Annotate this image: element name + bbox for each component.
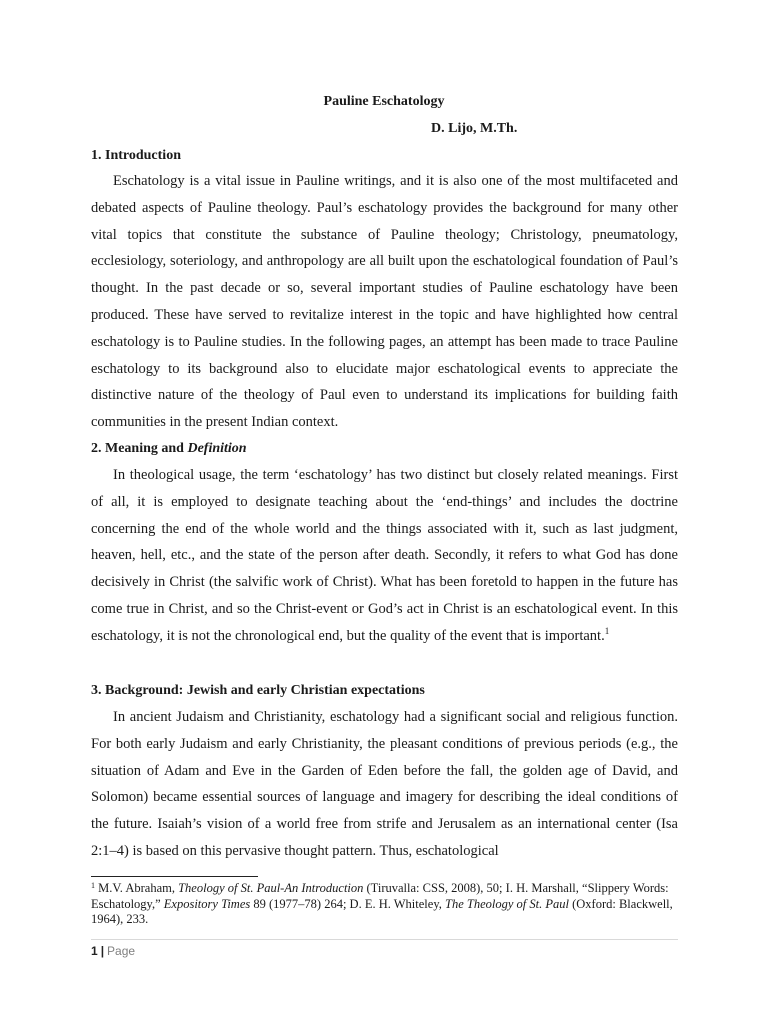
footnote-number: 1 <box>91 881 95 890</box>
meaning-paragraph <box>91 462 678 650</box>
footnote-reference[interactable]: 1 <box>604 625 610 636</box>
meaning-paragraph-text: In theological usage, the term ‘eschatology’ has two distinct but closely related meanings. First of all, it is employed to designate teaching about the ‘end-things’ and includes the doctrine concerning the end of the whole world and the things associated with it, such as last judgment, heaven, hell, etc., and the state of the person after death. Secondly, it refers to what God has done decisively in Christ (the salvific work of Christ). What has been foretold to happen in the future has come true in Christ, and so the Christ-event or God’s act in Christ is an eschatological event. In this eschatology, it is not the chronological end, but the quality of the event that is important. <box>91 467 678 644</box>
footnote-book-title: The Theology of St. Paul <box>445 896 569 911</box>
section-heading-background: 3. Background: Jewish and early Christian expectations <box>91 683 425 698</box>
footer-separator: | <box>100 944 105 958</box>
footnote-text: M.V. Abraham, <box>95 881 179 895</box>
page-label: Page <box>107 944 136 958</box>
heading-italic-text: Definition <box>187 441 247 456</box>
page-number: 1 <box>91 944 98 958</box>
footnote-book-title: Theology of St. Paul-An Introduction <box>178 881 364 895</box>
page-footer <box>91 944 135 958</box>
footnote <box>91 881 678 928</box>
footnote-text: (Tiruvalla: CSS, 2008), 50; I. H. Marshall, “Slippery Words: Eschatology,” <box>91 881 669 911</box>
footnote-journal-title: Expository Times <box>163 896 251 911</box>
section-heading-meaning <box>91 441 247 457</box>
introduction-paragraph: Eschatology is a vital issue in Pauline writings, and it is also one of the most multifaceted and debated aspects of Pauline theology. Paul’s eschatology provides the background for many other vital topics that constitute the substance of Pauline theology; Christology, pneumatology, ecclesiology, soteriology, and anthropology are all built upon the eschatological foundation of Paul’s thought. In the past decade or so, several important studies of Pauline eschatology have been produced. These have served to revitalize interest in the topic and have highlighted how central eschatology is to Pauline studies. In the following pages, an attempt has been made to trace Pauline eschatology to its background also to elucidate major eschatological events to appreciate the distinctive nature of the theology of Paul even to understand its implications for building faith communities in the present Indian context. <box>91 173 678 431</box>
background-paragraph: In ancient Judaism and Christianity, eschatology had a significant social and religious function. For both early Judaism and early Christianity, the pleasant conditions of previous periods (e.g., the situation of Adam and Eve in the Garden of Eden before the fall, the golden age of David, and Solomon) became essential sources of language and imagery for describing the ideal conditions of the future. Isaiah’s vision of a world free from strife and Jerusalem as an international center (Isa 2:1–4) is based on this pervasive thought pattern. Thus, eschatological <box>91 709 678 859</box>
footnote-separator <box>91 876 258 877</box>
author-line: D. Lijo, M.Th. <box>431 121 518 136</box>
heading-text: 2. Meaning and <box>91 441 188 456</box>
footnote-text: 89 (1977–78) 264; D. E. H. Whiteley, <box>250 896 446 911</box>
document-title: Pauline Eschatology <box>323 94 445 109</box>
footer-divider <box>91 939 678 940</box>
section-heading-introduction: 1. Introduction <box>91 148 181 163</box>
footnote-text: (Oxford: Blackwell, 1964), 233. <box>91 896 673 926</box>
